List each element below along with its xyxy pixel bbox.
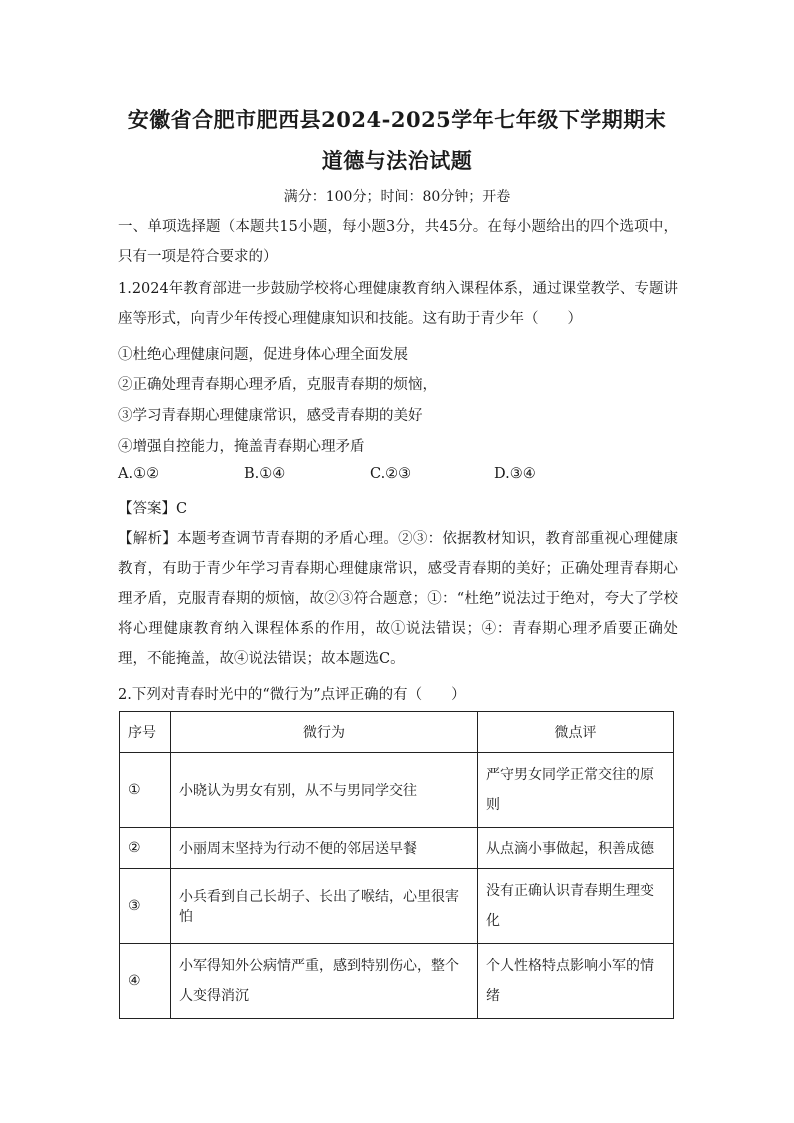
table-cell-no: ②: [120, 828, 171, 869]
q1-stem: 1.2024年教育部进一步鼓励学校将心理健康教育纳入课程体系，通过课堂教学、专题讲座等形式，向青少年传授心理健康知识和技能。这有助于青少年（ ）: [118, 281, 678, 327]
table-header-no: 序号: [120, 712, 171, 753]
q1-statement-2: ②正确处理青春期心理矛盾，克服青春期的烦恼，: [118, 377, 437, 393]
section-heading: 一、单项选择题（本题共15小题，每小题3分，共45分。在每小题给出的四个选项中，只有一项是符合要求的）: [118, 219, 678, 265]
q2-stem: 2.下列对青春时光中的“微行为”点评正确的有（ ）: [118, 687, 466, 703]
table-row: [120, 869, 674, 944]
table-cell-action: 小晓认为男女有别，从不与男同学交往: [171, 753, 478, 828]
table-row: [120, 753, 674, 828]
exam-title-line2: 道德与法治试题: [321, 148, 473, 173]
table-cell-comment: 个人性格特点影响小军的情绪: [478, 944, 674, 1019]
table-row: [120, 944, 674, 1019]
table-header-comment: 微点评: [478, 712, 674, 753]
q1-option-c: C.②③: [370, 466, 412, 482]
table-cell-action: 小军得知外公病情严重，感到特别伤心，整个人变得消沉: [171, 944, 478, 1019]
q1-option-d: D.③④: [494, 466, 536, 482]
exam-meta: 满分：100分；时间：80分钟；开卷: [283, 189, 511, 205]
q1-statement-3: ③学习青春期心理健康常识，感受青春期的美好: [118, 408, 423, 424]
q2-table: [119, 711, 674, 1019]
q1-answer: 【答案】C: [118, 501, 188, 517]
table-cell-comment: 从点滴小事做起，积善成德: [478, 828, 674, 869]
table-cell-action: 小丽周末坚持为行动不便的邻居送早餐: [171, 828, 478, 869]
table-cell-action: 小兵看到自己长胡子、长出了喉结，心里很害怕: [171, 869, 478, 944]
table-cell-comment: 没有正确认识青春期生理变化: [478, 869, 674, 944]
q1-analysis: 【解析】本题考查调节青春期的矛盾心理。②③：依据教材知识，教育部重视心理健康教育，有助于青少年学习青春期心理健康常识，感受青春期的美好；正确处理青春期心理矛盾，克服青春期的烦恼，故②③符合题意；①：“杜绝”说法过于绝对，夸大了学校将心理健康教育纳入课程体系的作用，故①说法错误；④：青春期心理矛盾要正确处理，不能掩盖，故④说法错误；故本题选C。: [118, 531, 678, 667]
q1-option-a: A.①②: [118, 466, 160, 482]
table-cell-comment: 严守男女同学正常交往的原则: [478, 753, 674, 828]
table-cell-no: ④: [120, 944, 171, 1019]
exam-title-line1: 安徽省合肥市肥西县2024-2025学年七年级下学期期末: [127, 107, 667, 132]
q1-statement-4: ④增强自控能力，掩盖青春期心理矛盾: [118, 439, 365, 455]
q1-option-b: B.①④: [244, 466, 286, 482]
table-cell-no: ①: [120, 753, 171, 828]
table-header-row: [120, 712, 674, 753]
q1-statement-1: ①杜绝心理健康问题，促进身体心理全面发展: [118, 347, 408, 363]
table-row: [120, 828, 674, 869]
table-cell-no: ③: [120, 869, 171, 944]
table-header-action: 微行为: [171, 712, 478, 753]
